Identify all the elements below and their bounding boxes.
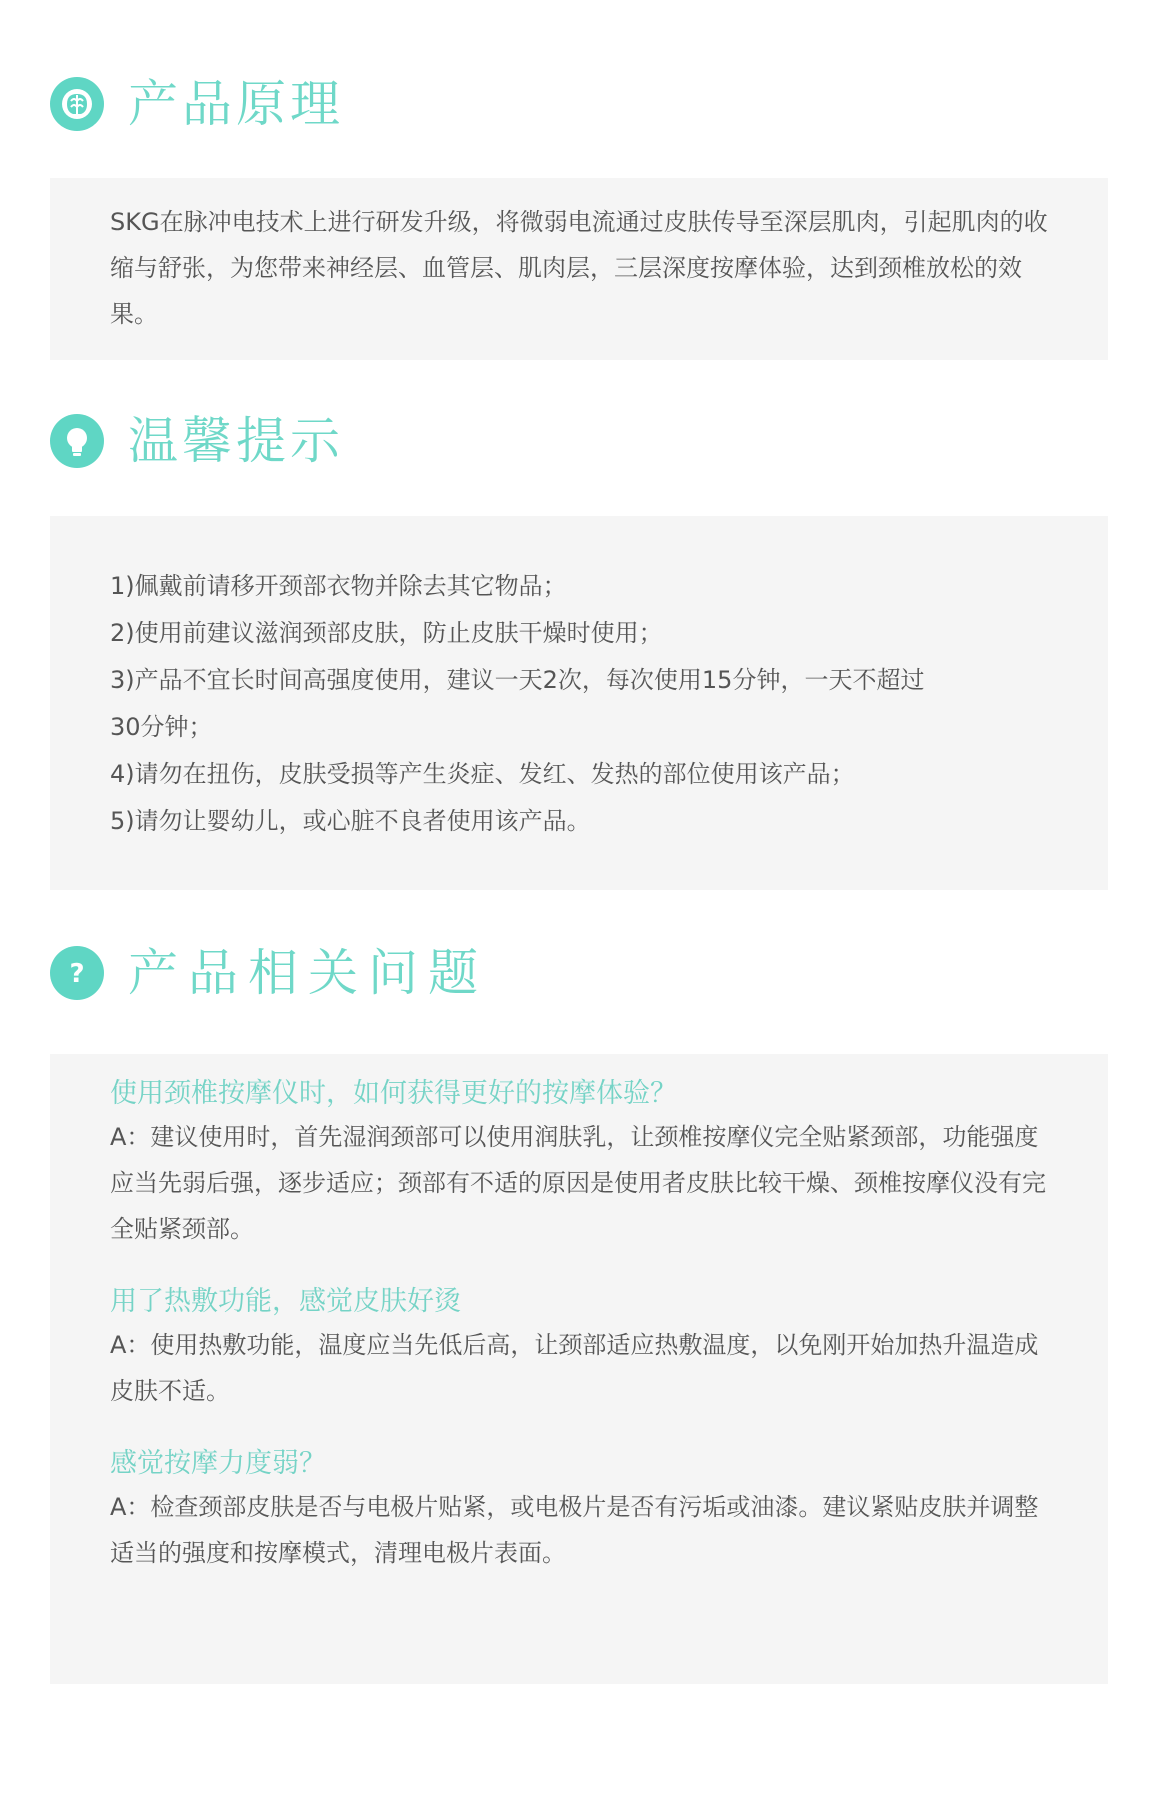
faq-item — [110, 1444, 1058, 1576]
faq-answer: A：建议使用时，首先湿润颈部可以使用润肤乳，让颈椎按摩仪完全贴紧颈部，功能强度应当先弱后强，逐步适应；颈部有不适的原因是使用者皮肤比较干燥、颈椎按摩仪没有完全贴紧颈部。 — [110, 1123, 1046, 1243]
faq-answer: A：使用热敷功能，温度应当先低后高，让颈部适应热敷温度，以免刚开始加热升温造成皮肤不适。 — [110, 1331, 1039, 1405]
question-bubble-icon — [50, 946, 104, 1000]
tips-panel — [50, 516, 1108, 890]
faq-question: 感觉按摩力度弱？ — [110, 1448, 326, 1479]
tips-header — [50, 414, 344, 468]
principle-body: SKG在脉冲电技术上进行研发升级，将微弱电流通过皮肤传导至深层肌肉，引起肌肉的收缩与舒张，为您带来神经层、血管层、肌肉层，三层深度按摩体验，达到颈椎放松的效果。 — [110, 208, 1048, 328]
faq-answer: A：检查颈部皮肤是否与电极片贴紧，或电极片是否有污垢或油漆。建议紧贴皮肤并调整适当的强度和按摩模式，清理电极片表面。 — [110, 1493, 1039, 1567]
principle-panel — [50, 178, 1108, 360]
faq-header — [50, 946, 488, 1000]
faq-item — [110, 1282, 1058, 1414]
tip-item: 5)请勿让婴幼儿，或心脏不良者使用该产品。 — [110, 807, 591, 835]
tip-item: 2)使用前建议滋润颈部皮肤，防止皮肤干燥时使用； — [110, 619, 663, 647]
brain-icon — [50, 77, 104, 131]
faq-question: 使用颈椎按摩仪时，如何获得更好的按摩体验？ — [110, 1078, 677, 1109]
faq-panel — [50, 1054, 1108, 1684]
tip-item: 4)请勿在扭伤，皮肤受损等产生炎症、发红、发热的部位使用该产品； — [110, 760, 855, 788]
tip-item: 1)佩戴前请移开颈部衣物并除去其它物品； — [110, 572, 567, 600]
lightbulb-icon — [50, 414, 104, 468]
principle-title: 产品原理 — [128, 75, 344, 133]
svg-text:?: ? — [69, 959, 85, 989]
faq-title: 产品相关问题 — [128, 944, 488, 1002]
faq-question: 用了热敷功能，感觉皮肤好烫 — [110, 1286, 461, 1317]
principle-header — [50, 77, 344, 131]
tips-title: 温馨提示 — [128, 412, 344, 470]
tip-item: 3)产品不宜长时间高强度使用，建议一天2次，每次使用15分钟，一天不超过30分钟； — [110, 666, 925, 741]
faq-item — [110, 1074, 1058, 1252]
